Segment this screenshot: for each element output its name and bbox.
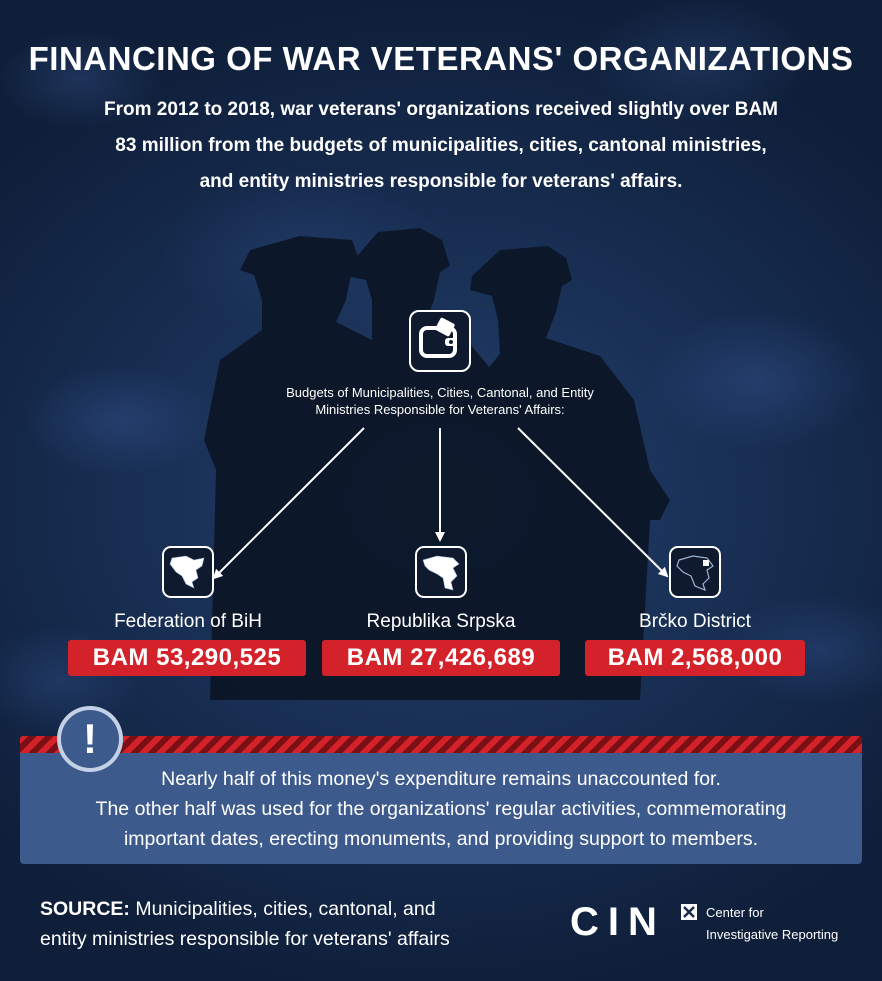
subtitle-line-1: From 2012 to 2018, war veterans' organizations received slightly over BAM [104, 99, 778, 120]
page-title: FINANCING OF WAR VETERANS' ORGANIZATIONS [28, 40, 854, 77]
fbih-map-icon [162, 546, 214, 598]
source-text-line-2: entity ministries responsible for veterans' affairs [40, 928, 450, 950]
note-line-1: Nearly half of this money's expenditure remains unaccounted for. [161, 768, 721, 790]
cin-name-line-2: Investigative Reporting [706, 927, 839, 942]
subtitle [40, 92, 842, 200]
subtitle-line-2: 83 million from the budgets of municipalities, cities, cantonal ministries, [115, 135, 767, 156]
source-label: SOURCE: [40, 898, 130, 920]
cin-name-line-1: Center for [706, 905, 764, 920]
note-line-3: important dates, erecting monuments, and providing support to members. [123, 828, 759, 850]
budget-label [240, 384, 640, 418]
entity-name-rs: Republika Srpska [366, 611, 516, 632]
entity-name-brcko: Brčko District [639, 611, 751, 632]
note-stripe [20, 736, 862, 753]
wallet-icon [409, 310, 471, 372]
amount-fbih: BAM 53,290,525 [68, 640, 306, 676]
cin-cross-icon [681, 904, 697, 920]
amount-brcko: BAM 2,568,000 [585, 640, 805, 676]
cin-organization-name [706, 902, 838, 946]
source-text-line-1: Municipalities, cities, cantonal, and [129, 898, 436, 920]
budget-label-line-1: Budgets of Municipalities, Cities, Cantonal, and Entity [286, 385, 594, 400]
cin-logo: CIN [570, 900, 666, 944]
amount-rs: BAM 27,426,689 [322, 640, 560, 676]
note-text [40, 764, 842, 854]
source-note [40, 894, 540, 954]
rs-map-icon [415, 546, 467, 598]
exclamation-glyph: ! [83, 715, 97, 762]
entity-name-fbih: Federation of BiH [114, 611, 262, 632]
note-line-2: The other half was used for the organizations' regular activities, commemorating [95, 798, 787, 820]
exclamation-icon [57, 706, 123, 772]
subtitle-line-3: and entity ministries responsible for veterans' affairs. [199, 171, 683, 192]
budget-label-line-2: Ministries Responsible for Veterans' Affairs: [315, 402, 565, 417]
brcko-map-icon [669, 546, 721, 598]
